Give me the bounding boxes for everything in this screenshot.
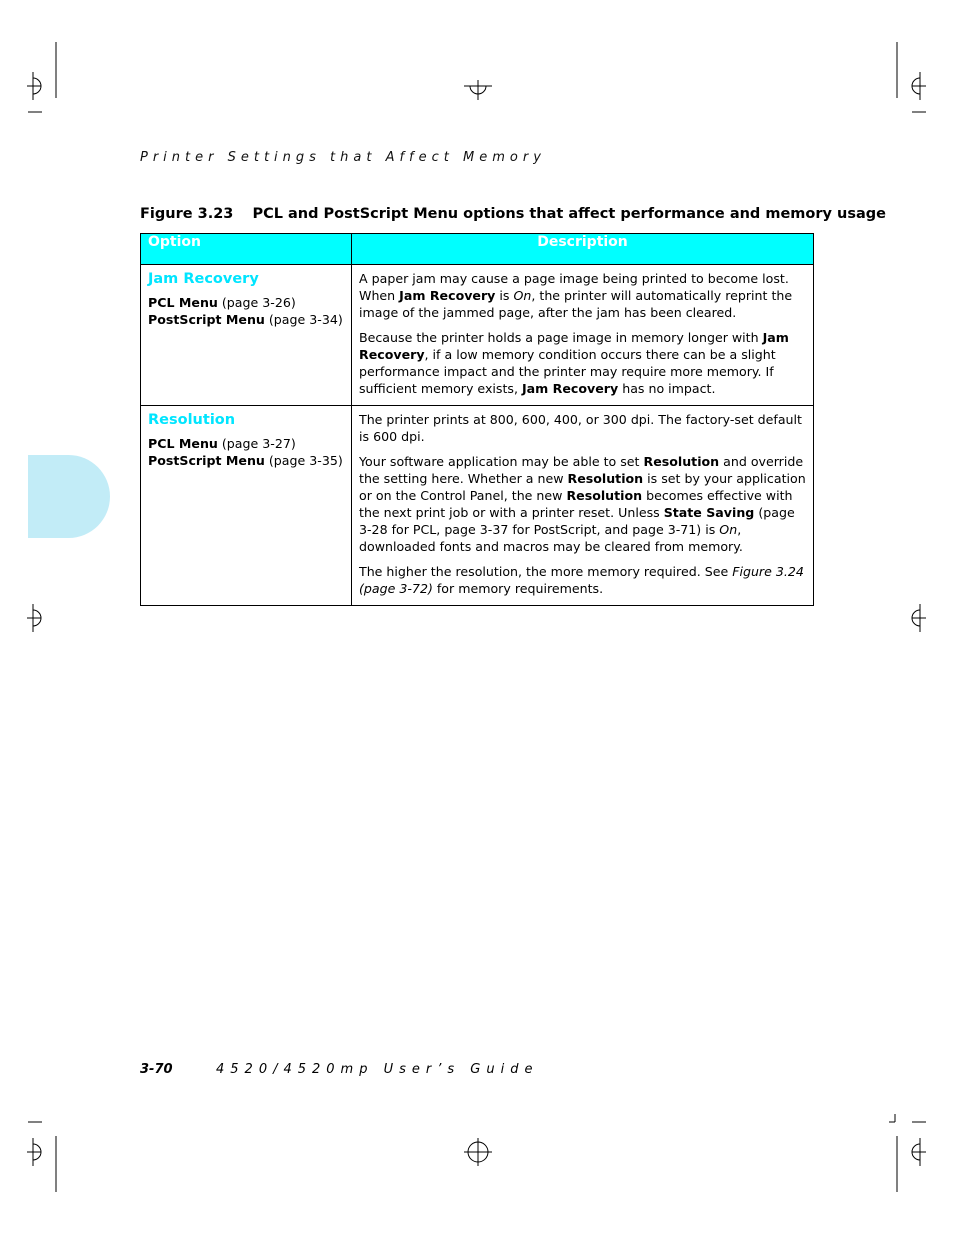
table-header-row <box>141 234 814 265</box>
text-run: The printer prints at 800, 600, 400, or 300 dpi. The factory-set default is 600 dpi. <box>359 412 802 444</box>
text-run: and override the setting here. Whether a new <box>359 454 804 486</box>
description-paragraph <box>359 329 806 397</box>
menu-name: PostScript Menu <box>148 312 265 327</box>
text-run: , the printer will automatically reprint the image of the jammed page, after the jam has been cleared. <box>359 288 793 320</box>
menu-reference <box>148 435 344 452</box>
menu-reference <box>148 311 344 328</box>
menu-reference <box>148 452 344 469</box>
option-name: Jam Recovery <box>148 271 259 287</box>
page-reference: (page 3-35) <box>264 453 343 468</box>
chapter-tab <box>28 455 110 538</box>
page-reference: (page 3-27) <box>217 436 296 451</box>
page-reference: (page 3-34) <box>264 312 343 327</box>
bold-term: Jam Recovery <box>521 381 619 396</box>
page-number: 3-70 <box>140 1062 173 1077</box>
figure-caption <box>140 206 886 222</box>
italic-term: Figure 3.24 (page 3-72) <box>359 564 804 596</box>
figure-title: PCL and PostScript Menu options that affect performance and memory usage <box>252 206 886 222</box>
bold-term: Resolution <box>643 454 720 469</box>
text-run: The higher the resolution, the more memory required. See <box>359 564 733 579</box>
text-run: becomes effective with the next print job or with a printer reset. Unless <box>359 488 793 520</box>
description-cell <box>352 406 814 606</box>
menu-reference <box>148 294 344 311</box>
description-cell <box>352 265 814 406</box>
description-paragraph <box>359 411 806 445</box>
text-run: , if a low memory condition occurs there can be a slight performance impact and the printer may require more memory. If sufficient memory exists, <box>359 347 776 396</box>
description-paragraph <box>359 563 806 597</box>
figure-number: Figure 3.23 <box>140 206 234 222</box>
text-run: (page 3-28 for PCL, page 3-37 for PostScript, and page 3-71) is <box>359 505 795 537</box>
options-table <box>140 233 814 606</box>
bold-term: Jam Recovery <box>399 288 496 303</box>
menu-name: PCL Menu <box>148 436 218 451</box>
bold-term: Resolution <box>566 488 643 503</box>
menu-name: PostScript Menu <box>148 453 265 468</box>
text-run: is <box>495 288 514 303</box>
description-paragraph <box>359 453 806 555</box>
bold-term: Resolution <box>567 471 644 486</box>
text-run: has no impact. <box>618 381 716 396</box>
bold-term: State Saving <box>663 505 755 520</box>
option-cell <box>141 265 352 406</box>
page-reference: (page 3-26) <box>217 295 296 310</box>
option-cell <box>141 406 352 606</box>
running-head: Printer Settings that Affect Memory <box>140 150 546 165</box>
header-option: Option <box>141 234 352 265</box>
bold-term: Jam Recovery <box>359 330 789 362</box>
text-run: , downloaded fonts and macros may be cleared from memory. <box>359 522 743 554</box>
footer-title: 4520/4520mp User’s Guide <box>216 1062 539 1077</box>
table-row <box>141 265 814 406</box>
text-run: Because the printer holds a page image in memory longer with <box>359 330 763 345</box>
menu-name: PCL Menu <box>148 295 218 310</box>
text-run: Your software application may be able to set <box>359 454 644 469</box>
italic-term: On <box>719 522 738 537</box>
text-run: is set by your application or on the Control Panel, the new <box>359 471 806 503</box>
text-run: for memory requirements. <box>432 581 604 596</box>
table-row <box>141 406 814 606</box>
description-paragraph <box>359 270 806 321</box>
italic-term: On <box>513 288 532 303</box>
header-description: Description <box>352 234 814 265</box>
text-run: A paper jam may cause a page image being printed to become lost. When <box>359 271 789 303</box>
option-name: Resolution <box>148 412 236 428</box>
